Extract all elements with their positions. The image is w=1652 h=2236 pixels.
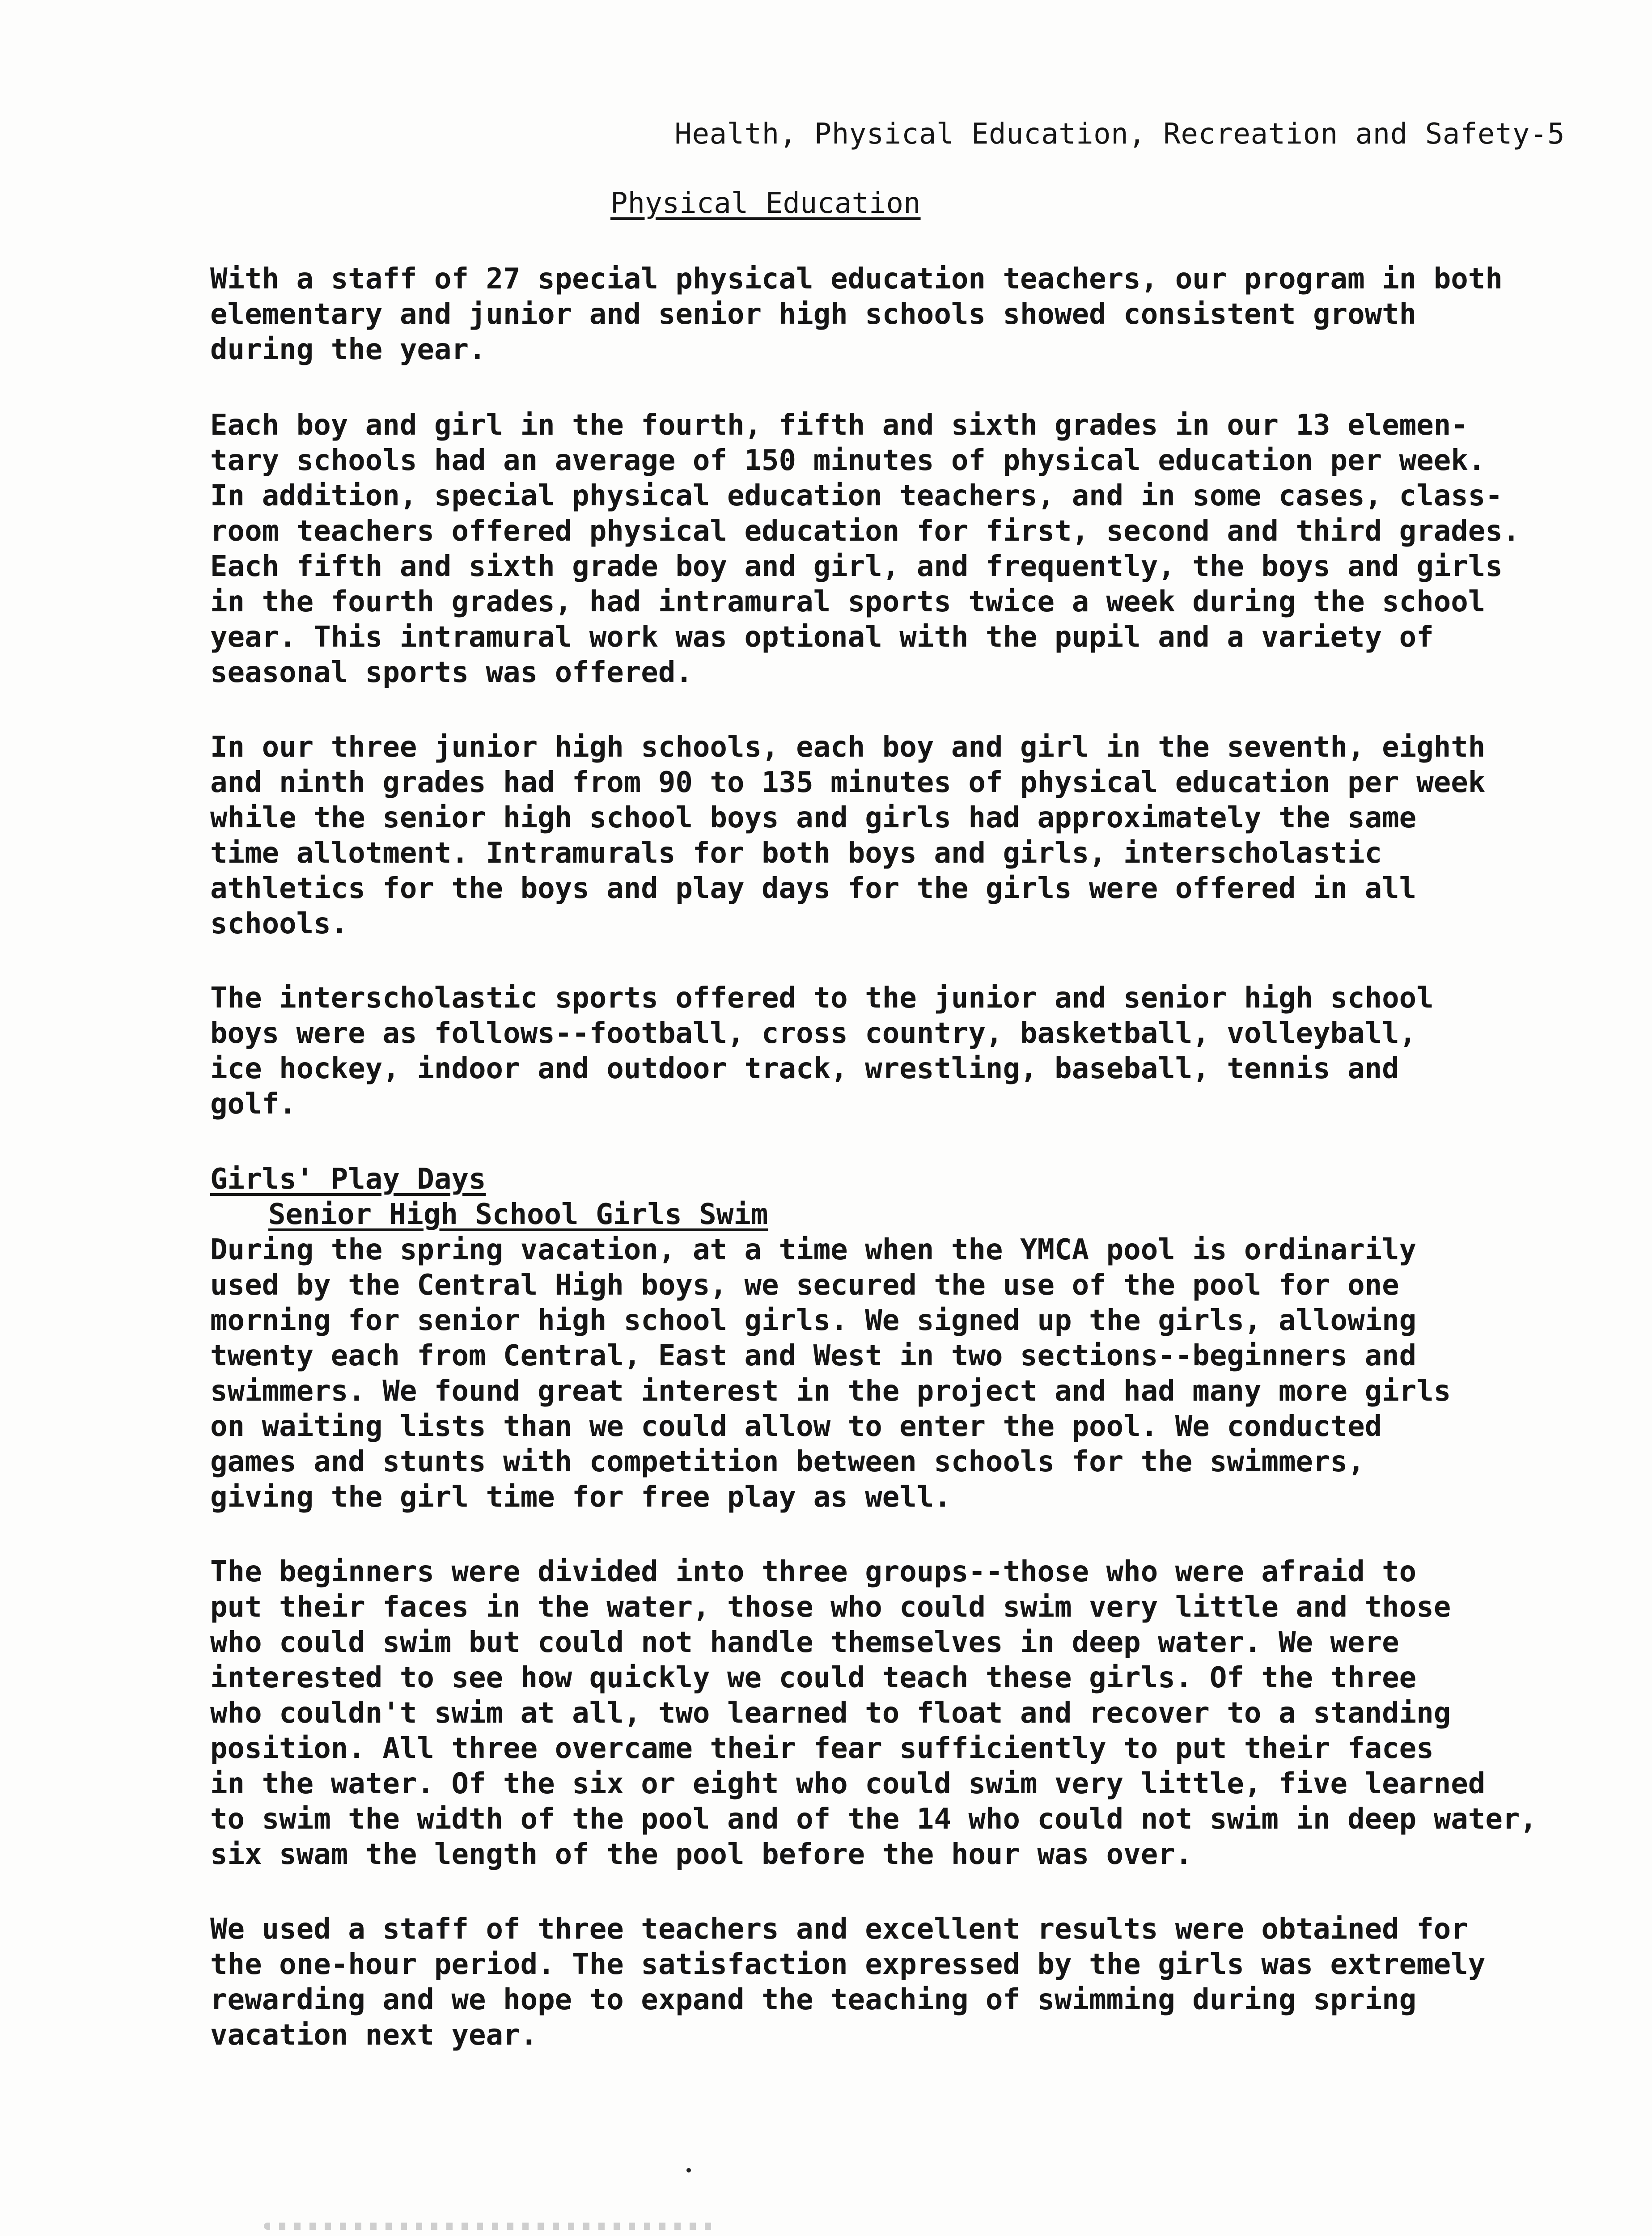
scan-smudge: [264, 2223, 720, 2230]
text-line: on waiting lists than we could allow to enter the pool. We conducted: [210, 1410, 1382, 1443]
text-line: rewarding and we hope to expand the teaching of swimming during spring: [210, 1983, 1417, 2016]
text-line: room teachers offered physical education for first, second and third grades.: [210, 515, 1520, 548]
paragraph-swim-event: [210, 1232, 1574, 1515]
text-line: athletics for the boys and play days for the girls were offered in all: [210, 872, 1417, 905]
text-line: games and stunts with competition between schools for the swimmers,: [210, 1445, 1365, 1478]
text-line: seasonal sports was offered.: [210, 656, 693, 689]
paragraph-staff-results: [210, 1912, 1574, 2053]
text-line: morning for senior high school girls. We signed up the girls, allowing: [210, 1304, 1417, 1337]
text-line: year. This intramural work was optional with the pupil and a variety of: [210, 621, 1434, 654]
text-line: interested to see how quickly we could teach these girls. Of the three: [210, 1661, 1417, 1694]
text-line: during the year.: [210, 333, 486, 366]
text-line: schools.: [210, 907, 348, 940]
paragraph-staff: [210, 262, 1574, 368]
text-line: used by the Central High boys, we secured the use of the pool for one: [210, 1269, 1399, 1302]
paragraph-beginners: [210, 1554, 1574, 1872]
text-line: and ninth grades had from 90 to 135 minutes of physical education per week: [210, 766, 1486, 799]
text-line: to swim the width of the pool and of the 14 who could not swim in deep water,: [210, 1803, 1537, 1836]
paragraph-junior-high: [210, 730, 1574, 942]
text-line: Each fifth and sixth grade boy and girl, and frequently, the boys and girls: [210, 550, 1503, 583]
text-line: boys were as follows--football, cross country, basketball, volleyball,: [210, 1017, 1417, 1050]
text-line: time allotment. Intramurals for both boys and girls, interscholastic: [210, 837, 1382, 870]
text-line: The beginners were divided into three groups--those who were afraid to: [210, 1555, 1417, 1588]
text-line: In our three junior high schools, each boy and girl in the seventh, eighth: [210, 731, 1486, 764]
text-line: put their faces in the water, those who could swim very little and those: [210, 1591, 1451, 1624]
text-line: We used a staff of three teachers and excellent results were obtained for: [210, 1913, 1468, 1946]
text-line: position. All three overcame their fear sufficiently to put their faces: [210, 1732, 1434, 1765]
section-subheading: Senior High School Girls Swim: [268, 1198, 768, 1231]
page-title: Physical Education: [610, 187, 921, 220]
paragraph-interscholastic: [210, 981, 1574, 1122]
text-line: Each boy and girl in the fourth, fifth and sixth grades in our 13 elemen-: [210, 409, 1468, 442]
text-line: In addition, special physical education teachers, and in some cases, class-: [210, 479, 1503, 512]
text-line: During the spring vacation, at a time when the YMCA pool is ordinarily: [210, 1233, 1417, 1266]
text-line: With a staff of 27 special physical education teachers, our program in both: [210, 263, 1503, 296]
text-line: swimmers. We found great interest in the project and had many more girls: [210, 1375, 1451, 1408]
text-line: twenty each from Central, East and West in two sections--beginners and: [210, 1339, 1417, 1372]
paragraph-elementary: [210, 408, 1574, 690]
text-line: six swam the length of the pool before the hour was over.: [210, 1838, 1193, 1871]
text-line: The interscholastic sports offered to the junior and senior high school: [210, 982, 1434, 1015]
text-line: while the senior high school boys and girls had approximately the same: [210, 801, 1417, 834]
section-heading: Girls' Play Days: [210, 1163, 486, 1196]
text-line: the one-hour period. The satisfaction expressed by the girls was extremely: [210, 1948, 1486, 1981]
text-line: golf.: [210, 1088, 297, 1121]
running-header: Health, Physical Education, Recreation and Safety-5: [674, 118, 1565, 151]
text-line: tary schools had an average of 150 minutes of physical education per week.: [210, 444, 1486, 477]
text-line: who could swim but could not handle themselves in deep water. We were: [210, 1626, 1399, 1659]
text-line: ice hockey, indoor and outdoor track, wrestling, baseball, tennis and: [210, 1052, 1399, 1085]
text-line: giving the girl time for free play as well.: [210, 1481, 951, 1514]
text-line: in the water. Of the six or eight who could swim very little, five learned: [210, 1767, 1486, 1800]
text-line: vacation next year.: [210, 2019, 538, 2052]
text-line: who couldn't swim at all, two learned to float and recover to a standing: [210, 1697, 1451, 1730]
text-line: in the fourth grades, had intramural sports twice a week during the school: [210, 585, 1486, 618]
ink-dot: [686, 2168, 691, 2172]
text-line: elementary and junior and senior high schools showed consistent growth: [210, 298, 1417, 331]
